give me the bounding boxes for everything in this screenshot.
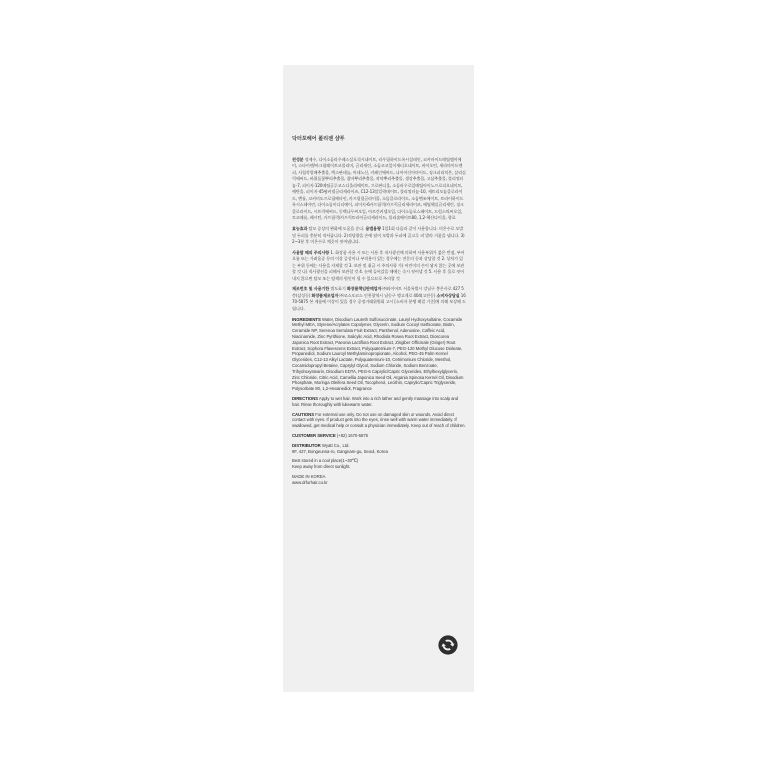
ko-ingredients-label: 전성분: [292, 156, 304, 162]
made-in-korea: MADE IN KOREA: [292, 473, 326, 479]
website: www.drforhair.co.kr: [292, 479, 328, 485]
ko-usage-label: 용법용량: [365, 226, 381, 232]
ko-efficacy-usage: [292, 226, 466, 246]
en-cautions: [292, 412, 466, 429]
en-cautions-text: For external use only. Do not use on damaged skin or wounds. Avoid direct contact with eyes. If product gets into the eyes, rinse well with warm water immediately. If swallowed, get medical help or consult a physician immediately. Keep out of reach of children.: [292, 411, 466, 429]
en-storage: [292, 458, 466, 470]
en-ingredients-label: INGREDIENTS: [292, 316, 321, 322]
ko-mfr-label: 화장품제조업자: [311, 292, 339, 298]
ko-maker-label: 제조번호 및 사용기한: [292, 286, 330, 292]
ko-cs-label: 소비자상담실: [436, 292, 460, 298]
ko-caution: [292, 250, 466, 283]
ko-mfr-text: ㈜코스모코스 인천광역시 남동구 앵고개로 404(고잔동): [339, 292, 436, 298]
ko-efficacy-text: 탈모 증상의 완화에 도움을 준다.: [308, 226, 365, 232]
ko-cs-text: 1670-5875 본 제품에 이상이 있을 경우 공정거래위원회 고시 [소비자 분쟁 해결 기준]에 의해 보상해 드립니다.: [292, 292, 466, 312]
en-cs-text: (+82) 1670-5875: [336, 432, 369, 438]
product-title: 닥터포헤어 폴리젠 샴푸: [292, 136, 345, 142]
ko-maker-text: 별도표기: [330, 286, 346, 292]
recycle-mark-icon: [438, 635, 458, 655]
en-origin: [292, 474, 466, 486]
en-directions: [292, 396, 466, 408]
ko-ingredients-text: 정제수, 다이소듐라우레스설포석시네이트, 라우릴하이드록시설테인, 코카마이드메틸엠이에이, 스타이렌/아크릴레이트코폴리머, 글리세린, 소듐코코일이세티오네이트, 바이오틴, 세라마이드엔피, 사철쑥열매추출물, 덱스판테놀, 아데노신, 카페인에씨드, 나이아신아마이드, 징크피리치온, 살리실릭에씨드, 바위돌꽃뿌리추출물, 참마뿌리추출물, 작약뿌리추출물, 생강추출물, 고삼추출물, 폴리쿼터늄-7, 피이지-120메틸글루코스디올리에이트, 프로판디올, 소듐라우로일메틸아이노프로피오네이트, 에탄올, 피이지-45팜커넬글리세라이즈, C12-13알킬락테이트, 폴리쿼터늄-10, 세트리모늄클로라이드, 멘톨, 코카미도프로필베타인, 카프릴릴글라이콜, 소듐클로라이드, 소듐벤조에이트, 트라이하이드록시스테아린, 다이소듐이디티에이, 피이지-6카프릴릭/카프릭글리세라이즈, 에틸헥실글리세린, 징크클로라이드, 시트릭에씨드, 동백나무씨오일, 아르간커넬오일, 다이소듐포스페이트, 드럼스틱씨오일, 토코페롤, 레시틴, 카프릴릭/카프릭트라이글리세라이드, 폴리솔베이트80, 1,2-헥산다이올, 향료: [292, 156, 466, 221]
en-cautions-label: CAUTIONS: [292, 411, 315, 417]
en-ingredients: [292, 317, 466, 392]
en-storage-line-1: Best stored in a cool place(1~30℃): [292, 458, 359, 464]
en-dist-label: DISTRIBUTOR: [292, 442, 321, 448]
ko-maker-info: [292, 286, 466, 312]
ko-caution-text: 1. 화장품 사용 시 또는 사용 후 직사광선에 의하여 사용부위가 붉은 반점, 부어오름 또는 가려움증 등의 이상 증상이나 부작용이 있는 경우에는 전문의 등과 상담할 것 2. 상처가 있는 부위 등에는 사용을 자제할 것 3. 보관 및 취급 시 주의사항 가) 어린이의 손이 닿지 않는 곳에 보관할 것 나) 직사광선을 피해서 보관할 것 4. 눈에 들어갔을 때에는 즉시 씻어낼 것 5. 사용 후 물로 씻어내지 않으면 탈모 또는 탈색의 원인이 될 수 있으므로 주의할 것: [292, 249, 465, 281]
en-dist-text: Wyatt Co., Ltd.: [321, 442, 350, 448]
en-distributor: [292, 443, 466, 455]
product-label: [283, 65, 474, 692]
ko-ingredients: [292, 157, 466, 222]
en-customer-service: [292, 433, 466, 439]
en-directions-text: Apply to wet hair. Work into a rich lather and gently massage into scalp and hair. Rinse thoroughly with lukewarm water.: [292, 395, 459, 407]
ko-seller-text: ㈜와이어트 서울특별시 강남구 봉은사로 427 5층(삼성동): [292, 286, 464, 298]
en-cs-label: CUSTOMER SERVICE: [292, 432, 336, 438]
en-storage-line-2: Keep away from direct sunlight.: [292, 464, 351, 470]
ko-seller-label: 화장품책임판매업자: [346, 286, 382, 292]
en-ingredients-text: Water, Disodium Laureth Sulfosuccinate, Lauryl Hydroxysultaine, Cocamide Methyl MEA, Styrene/Acrylates Copolymer, Glycerin, Sodium Cocoyl Isethionate, Biotin, Ceramide NP, Serenoa Serrulata Fruit Extract, Panthenol, Adenosine, Caffeic Acid, Niacinamide, Zinc Pyrithione, Salicylic Acid, Rhodiola Rosea Root Extract, Dioscorea Japonica Root Extract, Paeonia Lactiflora Root Extract, Zingiber Officinale (Ginger) Root Extract, Sophora Flavescens Extract, Polyquaternium-7, PEG-120 Methyl Glucose Dioleate, Propanediol, Sodium Lauroyl Methylaminopropionate, Alcohol, PEG-45 Palm Kernel Glycerides, C12-13 Alkyl Lactate, Polyquaternium-10, Cetrimonium Chloride, Menthol, Cocamidopropyl Betaine, Caprylyl Glycol, Sodium Chloride, Sodium Benzoate, Trihydroxystearin, Disodium EDTA, PEG-6 Caprylic/Capric Glycerides, Ethylhexylglycerin, Zinc Chloride, Citric Acid, Camellia Japonica Seed Oil, Argania Spinosa Kernel Oil, Disodium Phosphate, Moringa Oleifera Seed Oil, Tocopherol, Lecithin, Caprylic/Capric Triglyceride, Polysorbate 80, 1,2-Hexanediol, Fragrance: [292, 316, 464, 392]
en-directions-label: DIRECTIONS: [292, 395, 318, 401]
ko-usage-text: 1일1회 다음과 같이 사용합니다. 미온수로 모발 및 두피를 충분히 적셔줍니다. 2)적당량을 손에 덜어 모발과 두피에 골고루 펴 발라 거품을 냅니다. 3)2~3분 후 미온수로 깨끗이 씻어냅니다.: [292, 226, 465, 245]
en-dist-address: 9F, 427, Bongeunsa-ro, Gangnam-gu, Seoul, Korea: [292, 448, 388, 454]
ko-efficacy-label: 효능효과: [292, 226, 308, 232]
ko-caution-label: 사용할 때의 주의사항: [292, 249, 330, 255]
